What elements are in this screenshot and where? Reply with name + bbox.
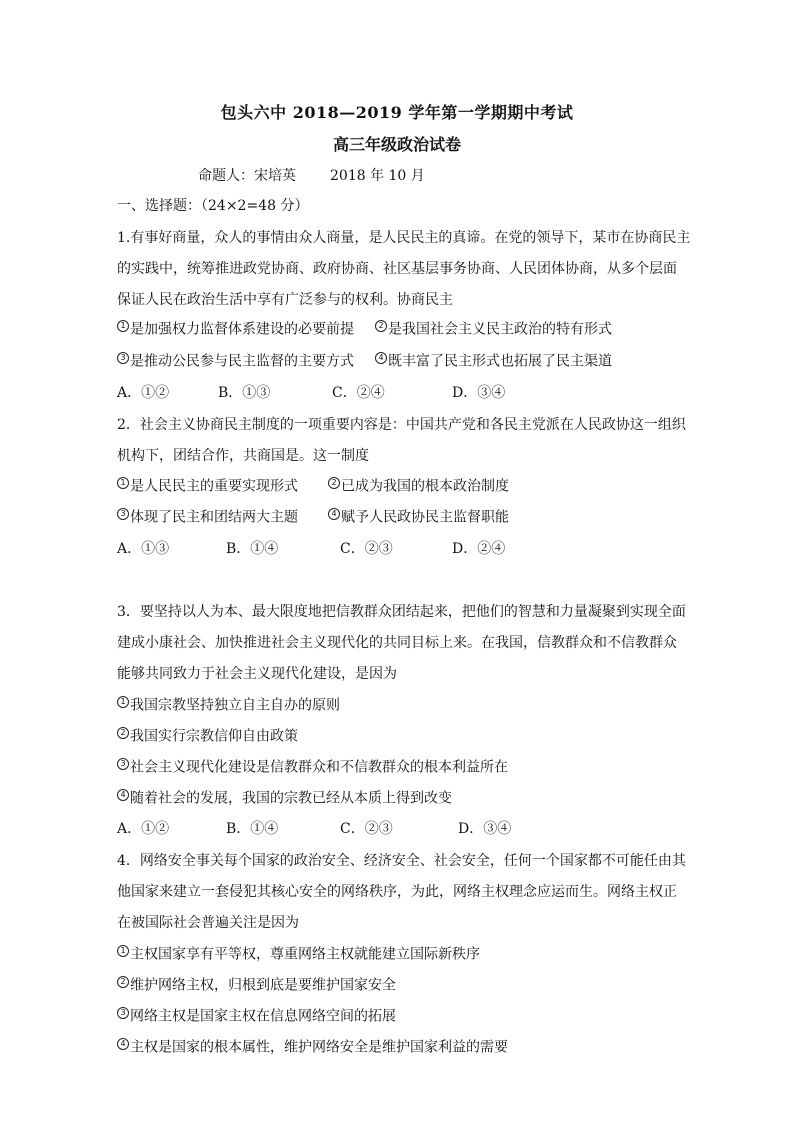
q2-option-3: 3 体现了民主和团结两大主题 <box>117 508 298 527</box>
q3-stem-line-2: 建成小康社会、加快推进社会主义现代化的共同目标上来。在我国，信教群众和不信教群众 <box>117 635 677 651</box>
q3-option-4: 4 随着社会的发展，我国的宗教已经从本质上得到改变 <box>117 789 452 808</box>
q1-option-4-number: 4 <box>375 352 387 364</box>
q3-stem-line-3: 能够共同致力于社会主义现代化建设，是因为 <box>117 666 397 682</box>
q4-option-4: 4 主权是国家的根本属性，维护网络安全是维护国家利益的需要 <box>117 1038 508 1057</box>
q4-option-2: 2 维护网络主权，归根到底是要维护国家安全 <box>117 976 396 995</box>
q1-answer-c: C．②④ <box>332 385 385 401</box>
q1-option-3: 3 是推动公民参与民主监督的主要方式 <box>117 352 354 371</box>
q3-option-4-number: 4 <box>117 789 129 801</box>
q4-option-1: 1 主权国家享有平等权，尊重网络主权就能建立国际新秩序 <box>117 945 480 964</box>
exam-subtitle: 高三年级政治试卷 <box>332 135 461 154</box>
author-row <box>198 165 425 185</box>
q1-answer-a: A．①② <box>117 385 170 401</box>
q4-option-3: 3 网络主权是国家主权在信息网络空间的拓展 <box>117 1007 396 1026</box>
q1-option-1-number: 1 <box>117 320 129 332</box>
q2-option-4: 4 赋予人民政协民主监督职能 <box>328 508 509 527</box>
q2-answer-d: D．②④ <box>452 541 506 557</box>
q3-stem-line-1: 3．要坚持以人为本、最大限度地把信教群众团结起来，把他们的智慧和力量凝聚到实现全面 <box>117 604 686 620</box>
q3-option-1: 1 我国宗教坚持独立自主自办的原则 <box>117 696 340 715</box>
q3-option-3: 3 社会主义现代化建设是信教群众和不信教群众的根本利益所在 <box>117 758 508 777</box>
q3-answer-d: D．③④ <box>458 821 512 837</box>
q4-stem-line-1: 4．网络安全事关每个国家的政治安全、经济安全、社会安全，任何一个国家都不可能任由其 <box>117 853 686 869</box>
q3-option-3-number: 3 <box>117 758 129 770</box>
q1-answer-d: D．③④ <box>452 385 506 401</box>
q1-stem-line-1: 1.有事好商量，众人的事情由众人商量，是人民民主的真谛。在党的领导下，某市在协商民主 <box>117 230 691 246</box>
q3-option-2-number: 2 <box>117 727 129 739</box>
q1-option-1: 1 是加强权力监督体系建设的必要前提 <box>117 320 354 339</box>
q2-answer-c: C．②③ <box>340 541 393 557</box>
q1-stem-line-2: 的实践中，统筹推进政党协商、政府协商、社区基层事务协商、人民团体协商，从多个层面 <box>117 261 677 277</box>
q4-option-4-number: 4 <box>117 1038 129 1050</box>
q1-option-4: 4 既丰富了民主形式也拓展了民主渠道 <box>375 352 612 371</box>
q1-option-2: 2 是我国社会主义民主政治的特有形式 <box>375 320 612 339</box>
q2-stem-line-1: 2．社会主义协商民主制度的一项重要内容是：中国共产党和各民主党派在人民政协这一组织 <box>117 417 686 433</box>
q4-option-2-number: 2 <box>117 976 129 988</box>
q2-option-1: 1 是人民民主的重要实现形式 <box>117 477 298 496</box>
q3-answer-c: C．②③ <box>340 821 393 837</box>
q2-stem-line-2: 机构下，团结合作，共商国是。这一制度 <box>117 448 369 464</box>
q2-option-2: 2 已成为我国的根本政治制度 <box>328 477 509 496</box>
q3-option-2: 2 我国实行宗教信仰自由政策 <box>117 727 298 746</box>
q2-answer-a: A．①③ <box>117 541 170 557</box>
q3-option-1-number: 1 <box>117 696 129 708</box>
q4-stem-line-3: 在被国际社会普遍关注是因为 <box>117 915 299 931</box>
q1-stem-line-3: 保证人民在政治生活中享有广泛参与的权利。协商民主 <box>117 292 453 308</box>
q3-answer-b: B．①④ <box>226 821 279 837</box>
q2-option-1-number: 1 <box>117 477 129 489</box>
exam-date: 2018 年 10 月 <box>330 168 425 184</box>
q3-answer-a: A．①② <box>117 821 170 837</box>
q2-answer-b: B．①④ <box>226 541 279 557</box>
q1-option-2-number: 2 <box>375 320 387 332</box>
q4-stem-line-2: 他国家来建立一套侵犯其核心安全的网络秩序，为此，网络主权理念应运而生。网络主权正 <box>117 884 677 900</box>
q2-option-4-number: 4 <box>328 508 340 520</box>
section-heading: 一、选择题：（24×2=48 分） <box>117 198 309 214</box>
q4-option-1-number: 1 <box>117 945 129 957</box>
q2-option-2-number: 2 <box>328 477 340 489</box>
q2-option-3-number: 3 <box>117 508 129 520</box>
q4-option-3-number: 3 <box>117 1007 129 1019</box>
q1-option-3-number: 3 <box>117 352 129 364</box>
exam-title: 包头六中 2018—2019 学年第一学期期中考试 <box>220 103 574 122</box>
q1-answer-b: B．①③ <box>218 385 271 401</box>
author: 命题人：宋培英 <box>198 168 296 184</box>
